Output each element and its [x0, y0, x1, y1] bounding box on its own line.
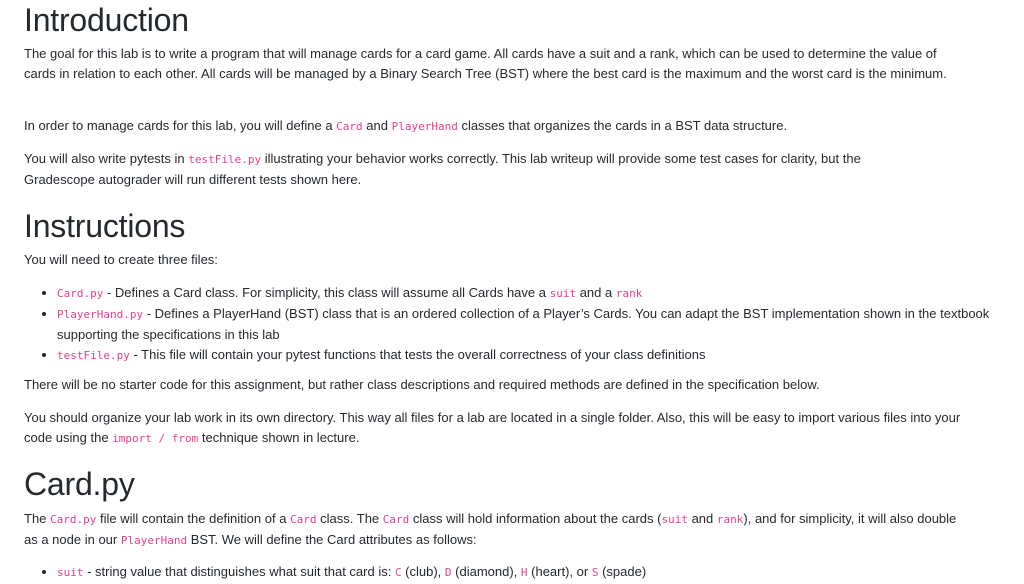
text-span: - string value that distinguishes what suit that card is:: [83, 564, 395, 579]
files-list: [24, 283, 997, 366]
text-span: classes that organizes the cards in a BST data structure.: [457, 118, 788, 133]
text-span: ), and for simplicity, it will also double as a node in our: [24, 511, 957, 547]
card-py-heading: Card.py: [24, 466, 135, 502]
text-span: class. The: [316, 511, 383, 526]
text-span: (heart), or: [527, 564, 592, 579]
instructions-paragraph-files: You will need to create three files:: [24, 252, 218, 267]
text-span: In order to manage cards for this lab, you will define a: [24, 118, 337, 133]
inline-code-testfile-py: testFile.py: [57, 349, 130, 362]
introduction-paragraph-classes: [24, 116, 787, 137]
text-span: You will also write pytests in: [24, 151, 189, 166]
inline-code-card: Card: [382, 513, 410, 526]
inline-code-playerhand-py: PlayerHand.py: [57, 308, 144, 321]
list-item-suit-attribute: [57, 562, 997, 583]
text-span: - This file will contain your pytest functions that tests the overall correctness of your class definitions: [129, 347, 706, 362]
inline-code-playerhand: PlayerHand: [120, 534, 188, 547]
instructions-paragraph-starter-code: There will be no starter code for this assignment, but rather class descriptions and required methods are defined in the specification below.: [24, 377, 820, 392]
inline-code-suit: suit: [549, 287, 577, 300]
inline-code-playerhand: PlayerHand: [391, 120, 458, 133]
instructions-paragraph-directory: [24, 408, 964, 449]
text-span: (club),: [401, 564, 445, 579]
inline-code-testfile: testFile.py: [188, 153, 262, 166]
inline-code-import-from: import / from: [112, 432, 199, 445]
text-span: and a: [576, 285, 616, 300]
card-attributes-list: [24, 562, 997, 583]
list-item-playerhand-py: [57, 304, 997, 345]
inline-code-suit-h: H: [520, 566, 528, 579]
list-item-card-py: [57, 283, 997, 304]
inline-code-rank: rank: [615, 287, 643, 300]
introduction-paragraph-pytests: [24, 149, 924, 190]
text-span: (spade): [598, 564, 647, 579]
inline-code-suit: suit: [661, 513, 688, 526]
inline-code-card-py: Card.py: [57, 287, 104, 300]
text-span: file will contain the definition of a: [96, 511, 291, 526]
text-span: BST. We will define the Card attributes as follows:: [187, 532, 477, 547]
inline-code-rank: rank: [716, 513, 744, 526]
text-span: and: [687, 511, 717, 526]
text-span: You should organize your lab work in its own directory. This way all files for a lab are located in a single folder. Also, this will be easy to import various files into your code using the: [24, 410, 961, 445]
introduction-heading: Introduction: [24, 2, 189, 38]
inline-code-card: Card: [336, 120, 363, 133]
inline-code-suit-d: D: [444, 566, 452, 579]
text-span: - Defines a PlayerHand (BST) class that is an ordered collection of a Player’s Cards. You can adapt the BST implementation shown in the textbook supporting the specifications in this lab: [57, 306, 990, 342]
text-span: (diamond),: [451, 564, 521, 579]
inline-code-suit-s: S: [591, 566, 599, 579]
inline-code-suit: suit: [57, 566, 84, 579]
text-span: illustrating your behavior works correctly. This lab writeup will provide some test cases for clarity, but the Gradescope autograder will run different tests shown here.: [24, 151, 861, 187]
card-py-paragraph: [24, 509, 959, 551]
text-span: class will hold information about the cards (: [409, 511, 662, 526]
text-span: technique shown in lecture.: [198, 430, 360, 445]
inline-code-suit-c: C: [394, 566, 402, 579]
text-span: and: [362, 118, 392, 133]
instructions-heading: Instructions: [24, 208, 186, 244]
text-span: The: [24, 511, 51, 526]
inline-code-card: Card: [290, 513, 317, 526]
text-span: - Defines a Card class. For simplicity, this class will assume all Cards have a: [103, 285, 550, 300]
list-item-testfile-py: [57, 345, 997, 366]
inline-code-card-py: Card.py: [50, 513, 97, 526]
introduction-paragraph-goal: The goal for this lab is to write a program that will manage cards for a card game. All cards have a suit and a rank, which can be used to determine the value of cards in relation to each other. All cards will be managed by a Binary Search Tree (BST) where the best card is the maximum and the worst card is the minimum.: [24, 46, 947, 81]
